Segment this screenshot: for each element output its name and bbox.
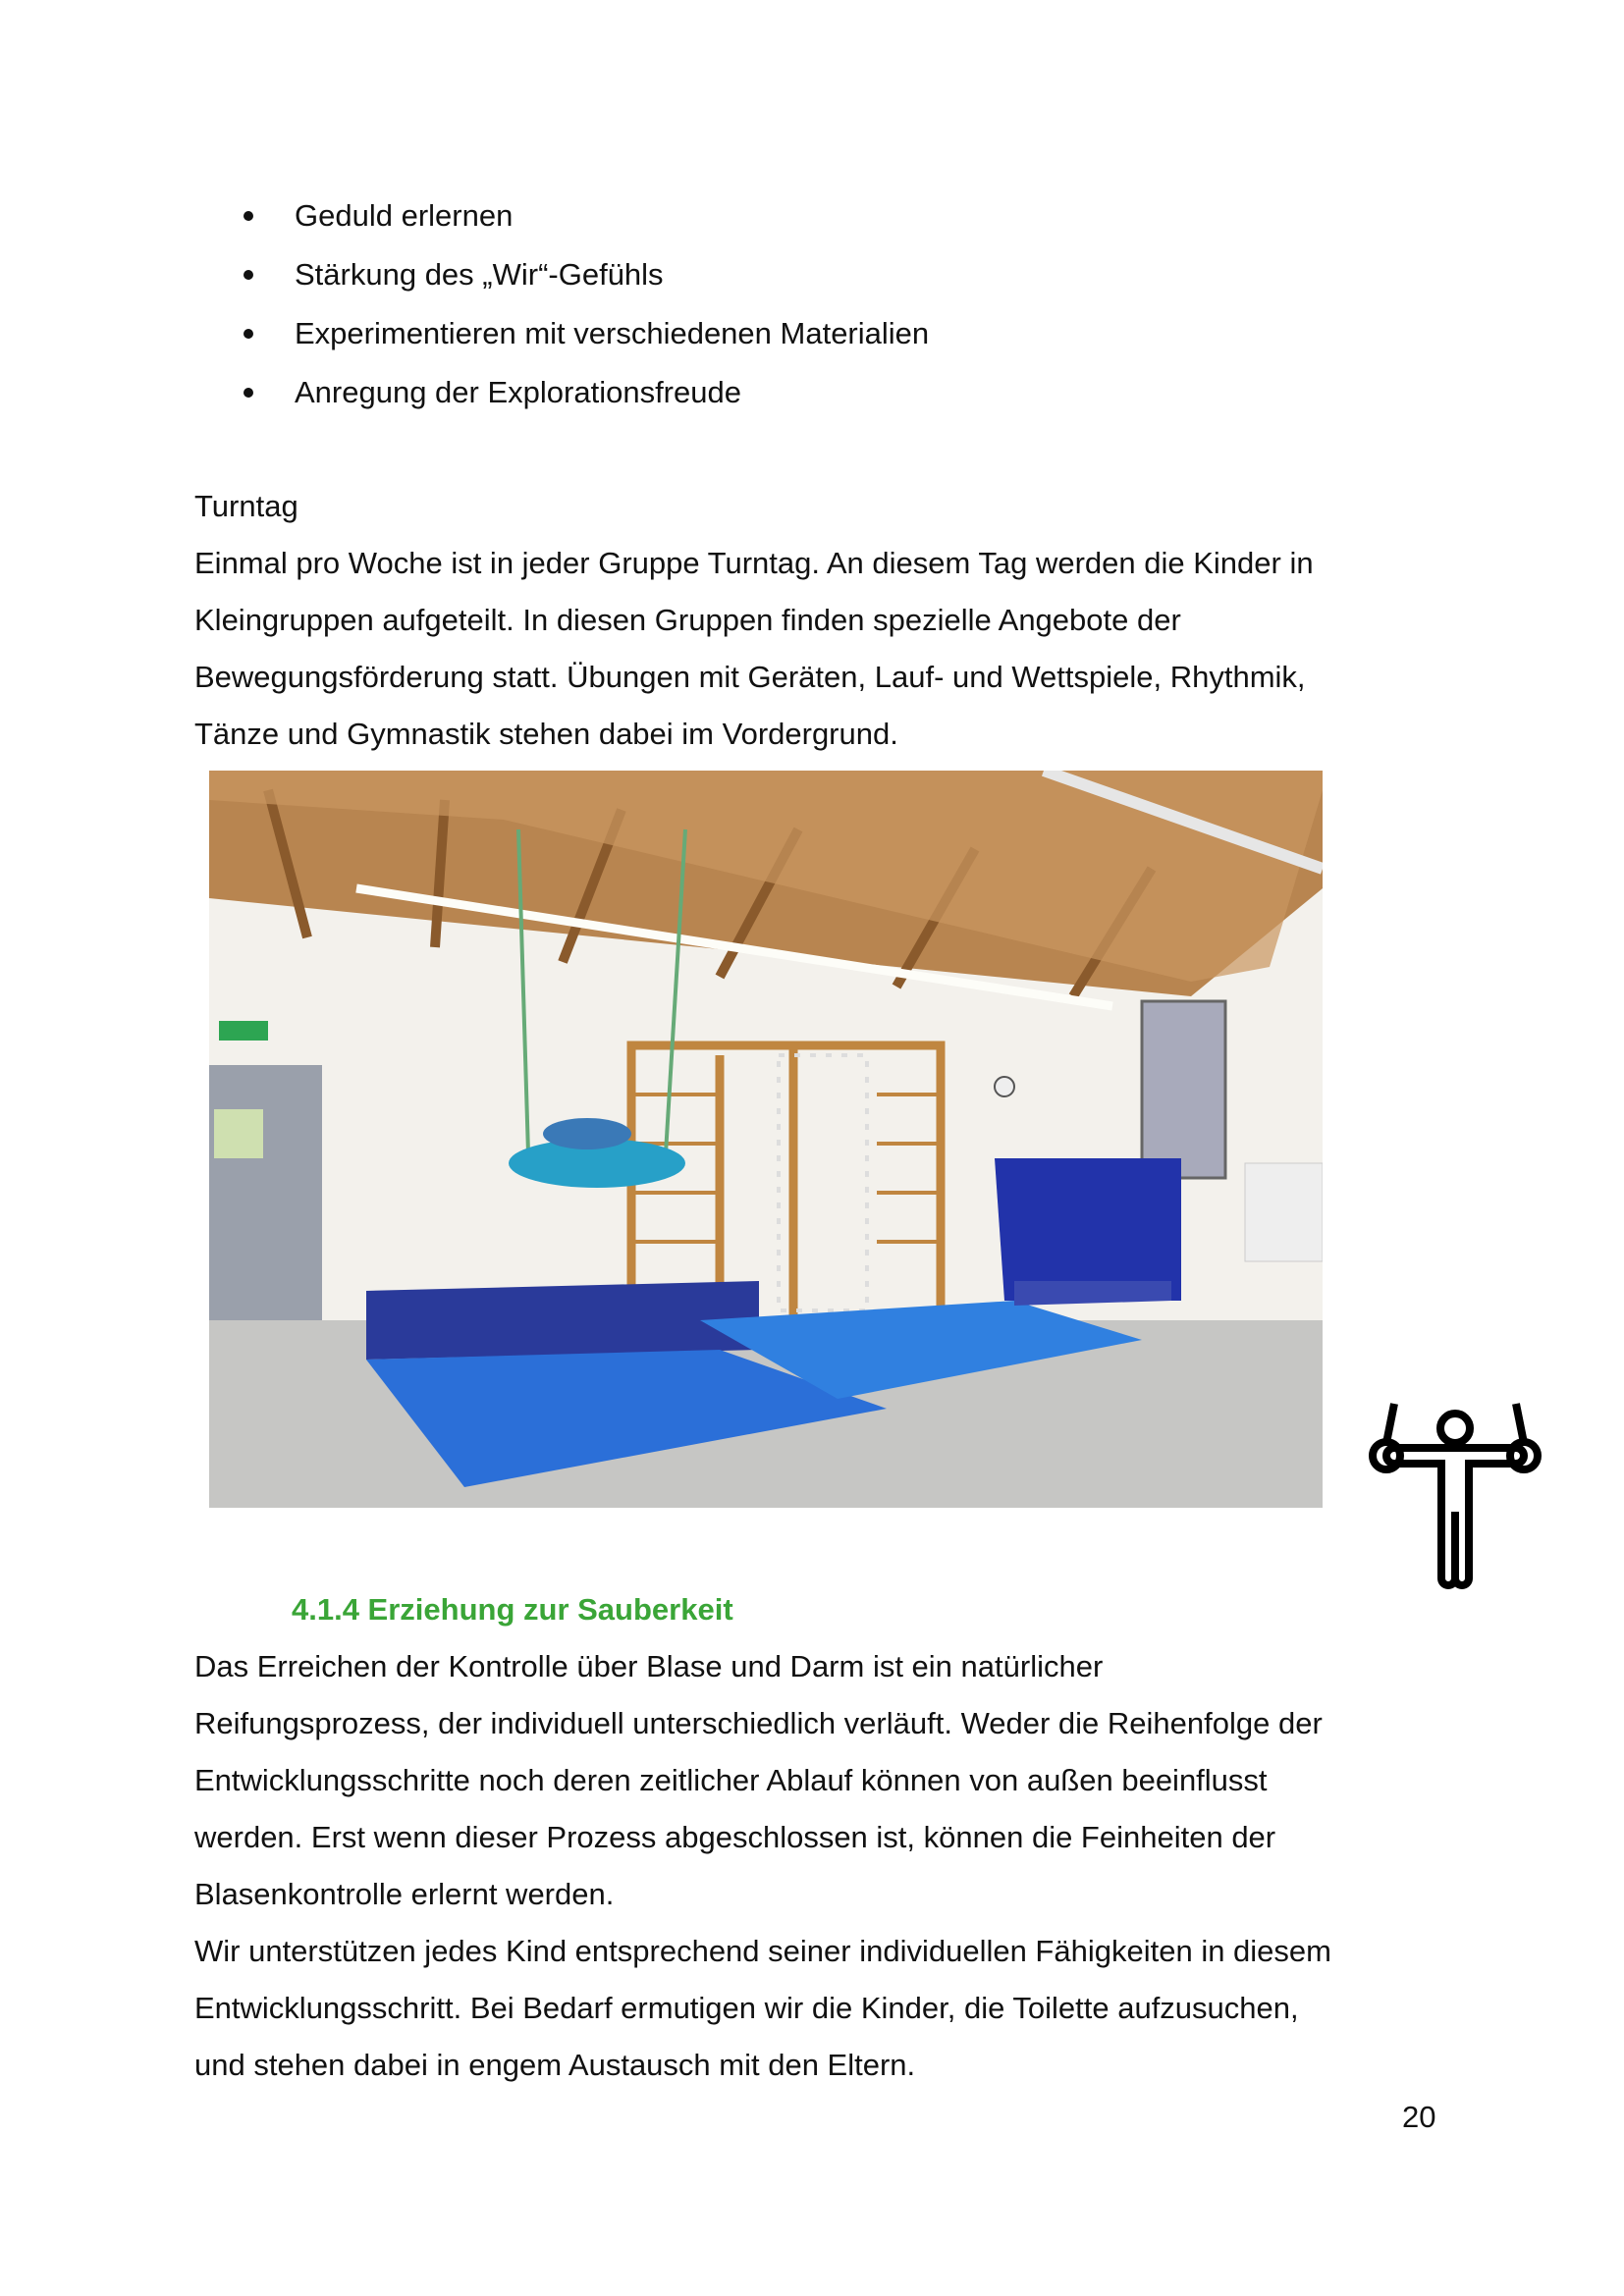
list-item xyxy=(244,256,664,294)
paragraph-line: Blasenkontrolle erlernt werden. xyxy=(194,1877,615,1911)
paragraph-line: Wir unterstützen jedes Kind entsprechend seiner individuellen Fähigkeiten in diesem xyxy=(194,1934,1331,1968)
list-item-text: Anregung der Explorationsfreude xyxy=(295,375,741,409)
gym-room-photo xyxy=(209,771,1323,1508)
list-item-text: Geduld erlernen xyxy=(295,198,514,233)
paragraph-line: Einmal pro Woche ist in jeder Gruppe Turntag. An diesem Tag werden die Kinder in xyxy=(194,546,1314,580)
list-item xyxy=(244,374,741,411)
page-number: 20 xyxy=(1402,2100,1436,2134)
turntag-title: Turntag xyxy=(194,489,298,523)
bullet-icon xyxy=(244,388,253,398)
paragraph-line: Reifungsprozess, der individuell unterschiedlich verläuft. Weder die Reihenfolge der xyxy=(194,1706,1323,1740)
list-item-text: Experimentieren mit verschiedenen Materialien xyxy=(295,316,930,350)
paragraph-line: Entwicklungsschritt. Bei Bedarf ermutigen wir die Kinder, die Toilette aufzusuchen, xyxy=(194,1991,1299,2025)
paragraph-line: Entwicklungsschritte noch deren zeitlicher Ablauf können von außen beeinflusst xyxy=(194,1763,1268,1797)
paragraph-line: Bewegungsförderung statt. Übungen mit Geräten, Lauf- und Wettspiele, Rhythmik, xyxy=(194,660,1306,694)
list-item xyxy=(244,197,513,235)
paragraph-line: Kleingruppen aufgeteilt. In diesen Gruppen finden spezielle Angebote der xyxy=(194,603,1181,637)
paragraph-line: Das Erreichen der Kontrolle über Blase und Darm ist ein natürlicher xyxy=(194,1649,1104,1683)
bullet-icon xyxy=(244,270,253,280)
bullet-icon xyxy=(244,211,253,221)
list-item xyxy=(244,315,929,352)
gymnast-rings-icon xyxy=(1367,1399,1543,1590)
bullet-icon xyxy=(244,329,253,339)
section-heading: 4.1.4 Erziehung zur Sauberkeit xyxy=(292,1592,733,1627)
paragraph-line: Tänze und Gymnastik stehen dabei im Vordergrund. xyxy=(194,717,898,751)
paragraph-line: werden. Erst wenn dieser Prozess abgeschlossen ist, können die Feinheiten der xyxy=(194,1820,1276,1854)
list-item-text: Stärkung des „Wir“-Gefühls xyxy=(295,257,664,292)
paragraph-line: und stehen dabei in engem Austausch mit den Eltern. xyxy=(194,2048,916,2082)
